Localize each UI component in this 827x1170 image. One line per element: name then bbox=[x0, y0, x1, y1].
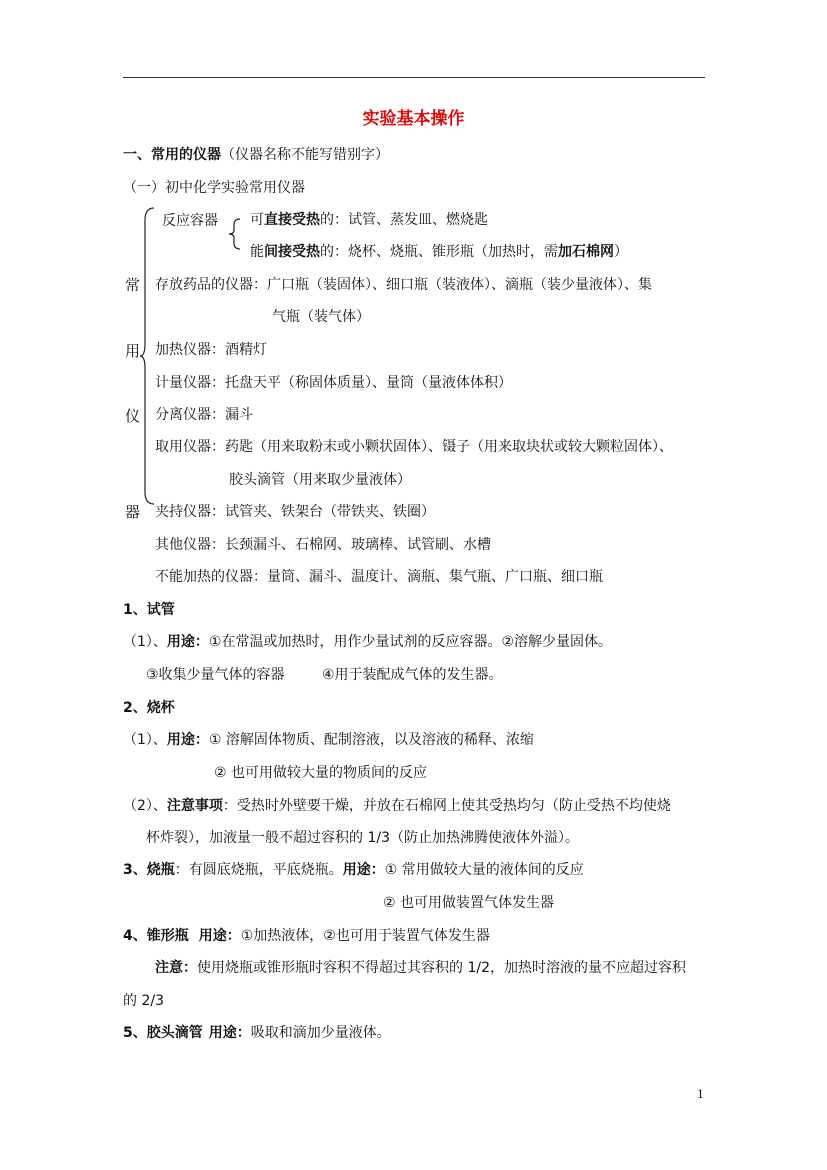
category-line: 夹持仪器：试管夹、铁架台（带铁夹、铁圈） bbox=[155, 504, 435, 520]
reaction-brace bbox=[229, 218, 241, 250]
item4-note2: 的 2/3 bbox=[123, 993, 164, 1009]
item2-note-line: （2）、注意事项：受热时外壁要干燥，并放在石棉网上使其受热均匀（防止受热不均使烧 bbox=[123, 798, 671, 814]
category-line: 分离仪器：漏斗 bbox=[155, 407, 253, 423]
category-line: 其他仪器：长颈漏斗、石棉网、玻璃棒、试管刷、水槽 bbox=[155, 537, 491, 553]
item1-heading: 1、试管 bbox=[123, 602, 175, 618]
side-label-char: 仪 bbox=[125, 407, 141, 425]
side-label-char: 用 bbox=[125, 342, 141, 360]
category-line: 气瓶（装气体） bbox=[272, 309, 370, 325]
section1-subheading: （一）初中化学实验常用仪器 bbox=[123, 180, 305, 196]
item3-use2: ② 也可用做装置气体发生器 bbox=[383, 895, 555, 911]
item2-use-line: （1）、用途：① 溶解固体物质、配制溶液，以及溶液的稀释、浓缩 bbox=[123, 732, 534, 748]
page-number: 1 bbox=[697, 1088, 704, 1101]
item3-line: 3、烧瓶：有圆底烧瓶，平底烧瓶。用途：① 常用做较大量的液体间的反应 bbox=[123, 862, 584, 878]
item1-use-line2a: ③收集少量气体的容器 bbox=[146, 667, 285, 683]
item1-use-line: （1）、用途：①在常温或加热时，用作少量试剂的反应容器。②溶解少量固体。 bbox=[123, 634, 613, 650]
category-line: 加热仪器：酒精灯 bbox=[155, 342, 267, 358]
page-title: 实验基本操作 bbox=[362, 109, 465, 129]
category-line: 存放药品的仪器：广口瓶（装固体）、细口瓶（装液体）、滴瓶（装少量液体）、集 bbox=[155, 277, 652, 293]
side-label-char: 常 bbox=[125, 276, 141, 294]
section1-heading: 一、常用的仪器 bbox=[123, 147, 221, 163]
item4-line: 4、锥形瓶 用途：①加热液体，②也可用于装置气体发生器 bbox=[123, 928, 490, 944]
item2-note2: 杯炸裂），加液量一般不超过容积的 1/3（防止加热沸腾使液体外溢）。 bbox=[146, 830, 579, 846]
category-line: 不能加热的仪器：量筒、漏斗、温度计、滴瓶、集气瓶、广口瓶、细口瓶 bbox=[155, 569, 603, 585]
direct-heat-line: 可直接受热的：试管、蒸发皿、燃烧匙 bbox=[250, 212, 488, 228]
item1-use-line2b: ④用于装配成气体的发生器。 bbox=[322, 667, 503, 683]
item4-note-line: 注意：使用烧瓶或锥形瓶时容积不得超过其容积的 1/2，加热时溶液的量不应超过容积 bbox=[155, 960, 686, 976]
item2-heading: 2、烧杯 bbox=[123, 700, 175, 716]
indirect-heat-line: 能间接受热的：烧杯、烧瓶、锥形瓶（加热时，需加石棉网） bbox=[250, 244, 628, 260]
category-line: 取用仪器：药匙（用来取粉末或小颗状固体）、镊子（用来取块状或较大颗粒固体）、 bbox=[155, 439, 673, 455]
category-line: 计量仪器：托盘天平（称固体质量）、量筒（量液体体积） bbox=[155, 375, 512, 391]
category-line: 胶头滴管（用来取少量液体） bbox=[229, 472, 411, 488]
reaction-label: 反应容器 bbox=[162, 213, 218, 229]
item5-line: 5、胶头滴管 用途：吸取和滴加少量液体。 bbox=[123, 1025, 391, 1041]
header-rule bbox=[123, 77, 705, 78]
section1-note: （仪器名称不能写错别字） bbox=[221, 147, 389, 163]
item2-use2: ② 也可用做较大量的物质间的反应 bbox=[214, 765, 428, 781]
category-brace bbox=[140, 206, 156, 506]
side-label-char: 器 bbox=[125, 503, 141, 521]
section1-line bbox=[123, 145, 389, 165]
